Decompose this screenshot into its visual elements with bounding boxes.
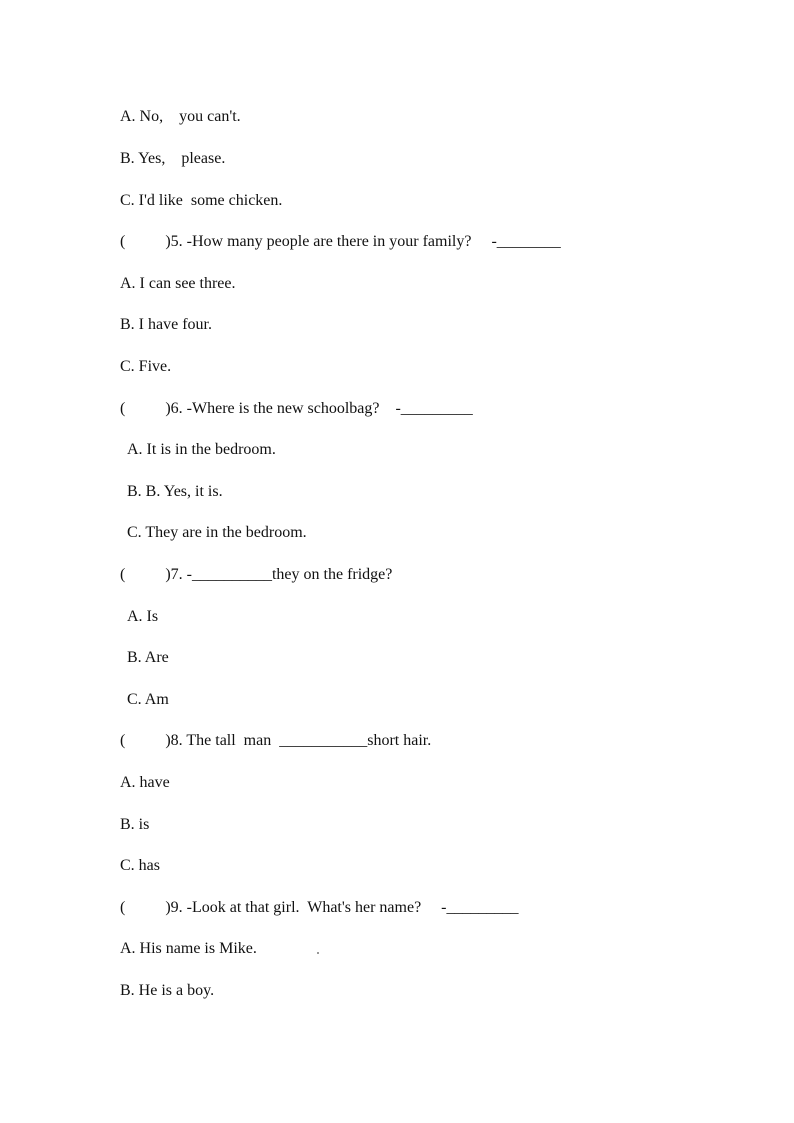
q6-option-a: A. It is in the bedroom. (127, 441, 276, 458)
question-9: ( )9. -Look at that girl. What's her name? -_________ (120, 899, 519, 916)
q4-option-a: A. No, you can't. (120, 108, 241, 125)
q5-option-b: B. I have four. (120, 316, 212, 333)
q5-option-a: A. I can see three. (120, 275, 236, 292)
stray-dot-mark (317, 952, 319, 954)
q7-option-b: B. Are (127, 649, 169, 666)
q9-option-b: B. He is a boy. (120, 982, 215, 999)
q4-option-b: B. Yes, please. (120, 150, 226, 167)
q8-option-a: A. have (120, 774, 170, 791)
q7-option-c: C. Am (127, 691, 169, 708)
q6-option-b: B. B. Yes, it is. (127, 483, 223, 500)
question-5: ( )5. -How many people are there in your family? -________ (120, 233, 561, 250)
q6-option-c: C. They are in the bedroom. (127, 524, 307, 541)
question-7: ( )7. -__________they on the fridge? (120, 566, 393, 583)
q8-option-b: B. is (120, 816, 150, 833)
q7-option-a: A. Is (127, 608, 159, 625)
q4-option-c: C. I'd like some chicken. (120, 192, 283, 209)
question-6: ( )6. -Where is the new schoolbag? -_________ (120, 400, 473, 417)
q9-option-a: A. His name is Mike. (120, 940, 257, 957)
q5-option-c: C. Five. (120, 358, 172, 375)
question-8: ( )8. The tall man ___________short hair. (120, 732, 432, 749)
q8-option-c: C. has (120, 857, 160, 874)
